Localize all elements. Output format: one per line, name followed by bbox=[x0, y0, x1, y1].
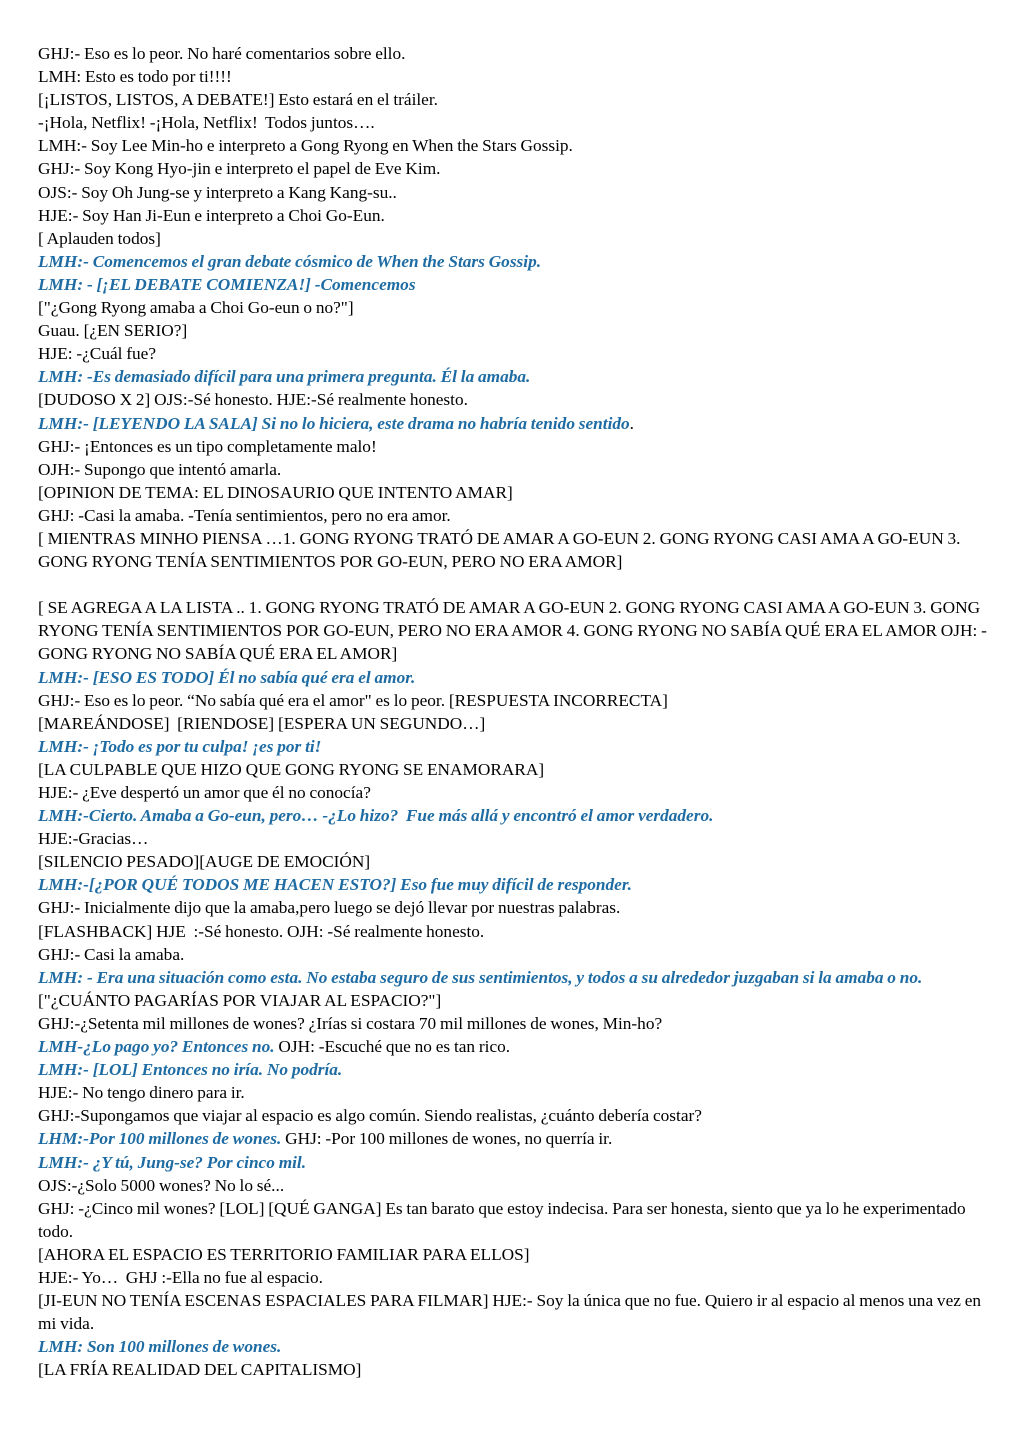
transcript-line bbox=[38, 1289, 989, 1335]
dialogue-text: GHJ:- ¡Entonces es un tipo completamente malo! bbox=[38, 436, 377, 456]
dialogue-text: HJE:- Yo… GHJ :-Ella no fue al espacio. bbox=[38, 1267, 323, 1287]
host-commentary-text: LMH:- [LEYENDO LA SALA] Si no lo hiciera, este drama no habría tenido sentido bbox=[38, 413, 630, 433]
transcript-line bbox=[38, 1358, 989, 1381]
transcript-line bbox=[38, 850, 989, 873]
transcript-line bbox=[38, 88, 989, 111]
dialogue-text: LMH:- Soy Lee Min-ho e interpreto a Gong Ryong en When the Stars Gossip. bbox=[38, 136, 573, 156]
transcript-line bbox=[38, 504, 989, 527]
transcript-line bbox=[38, 1058, 989, 1081]
transcript-line bbox=[38, 1243, 989, 1266]
transcript-line bbox=[38, 1081, 989, 1104]
transcript-line bbox=[38, 1335, 989, 1358]
dialogue-text: [FLASHBACK] HJE :-Sé honesto. OJH: -Sé realmente honesto. bbox=[38, 921, 485, 941]
dialogue-text: LMH: Esto es todo por ti!!!! bbox=[38, 67, 232, 87]
transcript-line bbox=[38, 1197, 989, 1243]
transcript-line bbox=[38, 1266, 989, 1289]
dialogue-text: [DUDOSO X 2] OJS:-Sé honesto. HJE:-Sé realmente honesto. bbox=[38, 390, 468, 410]
dialogue-text: [MAREÁNDOSE] [RIENDOSE] [ESPERA UN SEGUNDO…] bbox=[38, 713, 486, 733]
dialogue-text: GHJ:- Casi la amaba. bbox=[38, 944, 185, 964]
dialogue-text: GHJ:-¿Setenta mil millones de wones? ¿Irías si costara 70 mil millones de wones, Min-ho? bbox=[38, 1013, 663, 1033]
transcript-line bbox=[38, 712, 989, 735]
transcript-line bbox=[38, 227, 989, 250]
transcript-line bbox=[38, 689, 989, 712]
transcript-line bbox=[38, 134, 989, 157]
transcript-line bbox=[38, 181, 989, 204]
transcript-line bbox=[38, 296, 989, 319]
transcript-line bbox=[38, 1104, 989, 1127]
transcript-line bbox=[38, 827, 989, 850]
dialogue-text: [OPINION DE TEMA: EL DINOSAURIO QUE INTENTO AMAR] bbox=[38, 482, 513, 502]
transcript-line bbox=[38, 435, 989, 458]
dialogue-text: GHJ:- Inicialmente dijo que la amaba,pero luego se dejó llevar por nuestras palabras. bbox=[38, 898, 621, 918]
host-commentary-text: LMH: Son 100 millones de wones. bbox=[38, 1337, 282, 1357]
host-commentary-text: LMH:- [LOL] Entonces no iría. No podría. bbox=[38, 1060, 343, 1080]
dialogue-text: GHJ:- Soy Kong Hyo-jin e interpreto el papel de Eve Kim. bbox=[38, 159, 441, 179]
transcript-line bbox=[38, 319, 989, 342]
transcript-line bbox=[38, 273, 989, 296]
transcript-line bbox=[38, 42, 989, 65]
transcript-line bbox=[38, 943, 989, 966]
transcript-line bbox=[38, 365, 989, 388]
dialogue-text: HJE:- No tengo dinero para ir. bbox=[38, 1083, 245, 1103]
transcript-line bbox=[38, 1174, 989, 1197]
transcript-line bbox=[38, 342, 989, 365]
transcript-line bbox=[38, 1151, 989, 1174]
dialogue-text: HJE:- Soy Han Ji-Eun e interpreto a Choi Go-Eun. bbox=[38, 205, 385, 225]
transcript-line bbox=[38, 157, 989, 180]
transcript-line bbox=[38, 873, 989, 896]
transcript-line bbox=[38, 111, 989, 134]
dialogue-text: GHJ:- Eso es lo peor. No haré comentarios sobre ello. bbox=[38, 44, 406, 63]
dialogue-text: OJS:- Soy Oh Jung-se y interpreto a Kang Kang-su.. bbox=[38, 182, 397, 202]
transcript-line bbox=[38, 458, 989, 481]
host-commentary-text: LHM:-Por 100 millones de wones. bbox=[38, 1129, 282, 1149]
transcript-line bbox=[38, 735, 989, 758]
host-commentary-text: LMH:- Comencemos el gran debate cósmico de When the Stars Gossip. bbox=[38, 251, 542, 271]
host-commentary-text: LMH:-Cierto. Amaba a Go-eun, pero… -¿Lo hizo? Fue más allá y encontró el amor verdadero. bbox=[38, 806, 714, 826]
transcript-line bbox=[38, 1035, 989, 1058]
host-commentary-text: LMH: - Era una situación como esta. No estaba seguro de sus sentimientos, y todos a su alrededor juzgaban si la amaba o no. bbox=[38, 967, 923, 987]
dialogue-text: [LA CULPABLE QUE HIZO QUE GONG RYONG SE ENAMORARA] bbox=[38, 759, 545, 779]
dialogue-text: [ Aplauden todos] bbox=[38, 228, 161, 248]
transcript-line bbox=[38, 966, 989, 989]
host-commentary-text: LMH: -Es demasiado difícil para una primera pregunta. Él la amaba. bbox=[38, 367, 531, 387]
host-commentary-text: LMH:- ¡Todo es por tu culpa! ¡es por ti! bbox=[38, 736, 322, 756]
dialogue-text: [ MIENTRAS MINHO PIENSA …1. GONG RYONG TRATÓ DE AMAR A GO-EUN 2. GONG RYONG CASI AMA A GO-EUN 3. GONG RYONG TENÍA SENTIMIENTOS POR GO-EUN, PERO NO ERA AMOR] bbox=[38, 528, 965, 572]
host-commentary-text: LMH: - [¡EL DEBATE COMIENZA!] -Comencemos bbox=[38, 274, 416, 294]
transcript-line bbox=[38, 666, 989, 689]
transcript-line bbox=[38, 781, 989, 804]
dialogue-text: GHJ: -Casi la amaba. -Tenía sentimientos, pero no era amor. bbox=[38, 505, 451, 525]
dialogue-text: [LA FRÍA REALIDAD DEL CAPITALISMO] bbox=[38, 1360, 362, 1380]
transcript-line bbox=[38, 412, 989, 435]
transcript-line bbox=[38, 920, 989, 943]
dialogue-text: . bbox=[629, 413, 634, 433]
transcript-line bbox=[38, 204, 989, 227]
transcript-line bbox=[38, 758, 989, 781]
dialogue-text: GHJ:-Supongamos que viajar al espacio es algo común. Siendo realistas, ¿cuánto debería costar? bbox=[38, 1106, 702, 1126]
dialogue-text: [JI-EUN NO TENÍA ESCENAS ESPACIALES PARA FILMAR] HJE:- Soy la única que no fue. Quiero ir al espacio al menos una vez en mi vida. bbox=[38, 1291, 985, 1334]
dialogue-text: OJH: -Escuché que no es tan rico. bbox=[274, 1037, 511, 1057]
transcript-line bbox=[38, 527, 989, 573]
transcript-line bbox=[38, 896, 989, 919]
transcript-line bbox=[38, 1127, 989, 1150]
transcript-line bbox=[38, 388, 989, 411]
dialogue-text: GHJ: -Por 100 millones de wones, no querría ir. bbox=[281, 1129, 613, 1149]
dialogue-text: ["¿Gong Ryong amaba a Choi Go-eun o no?"] bbox=[38, 298, 354, 318]
dialogue-text: OJH:- Supongo que intentó amarla. bbox=[38, 459, 282, 479]
dialogue-text: [AHORA EL ESPACIO ES TERRITORIO FAMILIAR PARA ELLOS] bbox=[38, 1244, 530, 1264]
dialogue-text: HJE:- ¿Eve despertó un amor que él no conocía? bbox=[38, 783, 371, 802]
dialogue-text: -¡Hola, Netflix! -¡Hola, Netflix! Todos juntos…. bbox=[38, 113, 375, 133]
dialogue-text: GHJ: -¿Cinco mil wones? [LOL] [QUÉ GANGA] Es tan barato que estoy indecisa. Para ser honesta, siento que ya lo he experimentado todo. bbox=[38, 1198, 970, 1241]
transcript-line bbox=[38, 481, 989, 504]
dialogue-text: Guau. [¿EN SERIO?] bbox=[38, 321, 188, 341]
host-commentary-text: LMH:-[¿POR QUÉ TODOS ME HACEN ESTO?] Eso fue muy difícil de responder. bbox=[38, 875, 632, 895]
host-commentary-text: LMH:- [ESO ES TODO] Él no sabía qué era el amor. bbox=[38, 667, 416, 687]
dialogue-text: HJE:-Gracias… bbox=[38, 829, 149, 849]
dialogue-text: HJE: -¿Cuál fue? bbox=[38, 344, 157, 364]
host-commentary-text: LMH-¿Lo pago yo? Entonces no. bbox=[38, 1037, 275, 1057]
dialogue-text: GHJ:- Eso es lo peor. “No sabía qué era el amor" es lo peor. [RESPUESTA INCORRECTA] bbox=[38, 690, 668, 710]
dialogue-text: [ SE AGREGA A LA LISTA .. 1. GONG RYONG TRATÓ DE AMAR A GO-EUN 2. GONG RYONG CASI AMA A GO-EUN 3. GONG RYONG TENÍA SENTIMIENTOS POR GO-EUN, PERO NO ERA AMOR 4. GONG RYONG NO SABÍA QUÉ ERA EL AMOR OJH: - GONG RYONG NO SABÍA QUÉ ERA EL AMOR] bbox=[38, 598, 991, 664]
transcript-line bbox=[38, 596, 989, 665]
dialogue-text: [¡LISTOS, LISTOS, A DEBATE!] Esto estará en el tráiler. bbox=[38, 90, 438, 110]
transcript-line bbox=[38, 989, 989, 1012]
transcript-line bbox=[38, 804, 989, 827]
blank-line bbox=[38, 573, 989, 596]
dialogue-text: OJS:-¿Solo 5000 wones? No lo sé... bbox=[38, 1175, 285, 1195]
transcript-lines bbox=[38, 42, 989, 1381]
host-commentary-text: LMH:- ¿Y tú, Jung-se? Por cinco mil. bbox=[38, 1152, 307, 1172]
dialogue-text: ["¿CUÁNTO PAGARÍAS POR VIAJAR AL ESPACIO?"] bbox=[38, 990, 442, 1010]
transcript-line bbox=[38, 1012, 989, 1035]
transcript-line bbox=[38, 250, 989, 273]
transcript-line bbox=[38, 65, 989, 88]
dialogue-text: [SILENCIO PESADO][AUGE DE EMOCIÓN] bbox=[38, 852, 371, 872]
